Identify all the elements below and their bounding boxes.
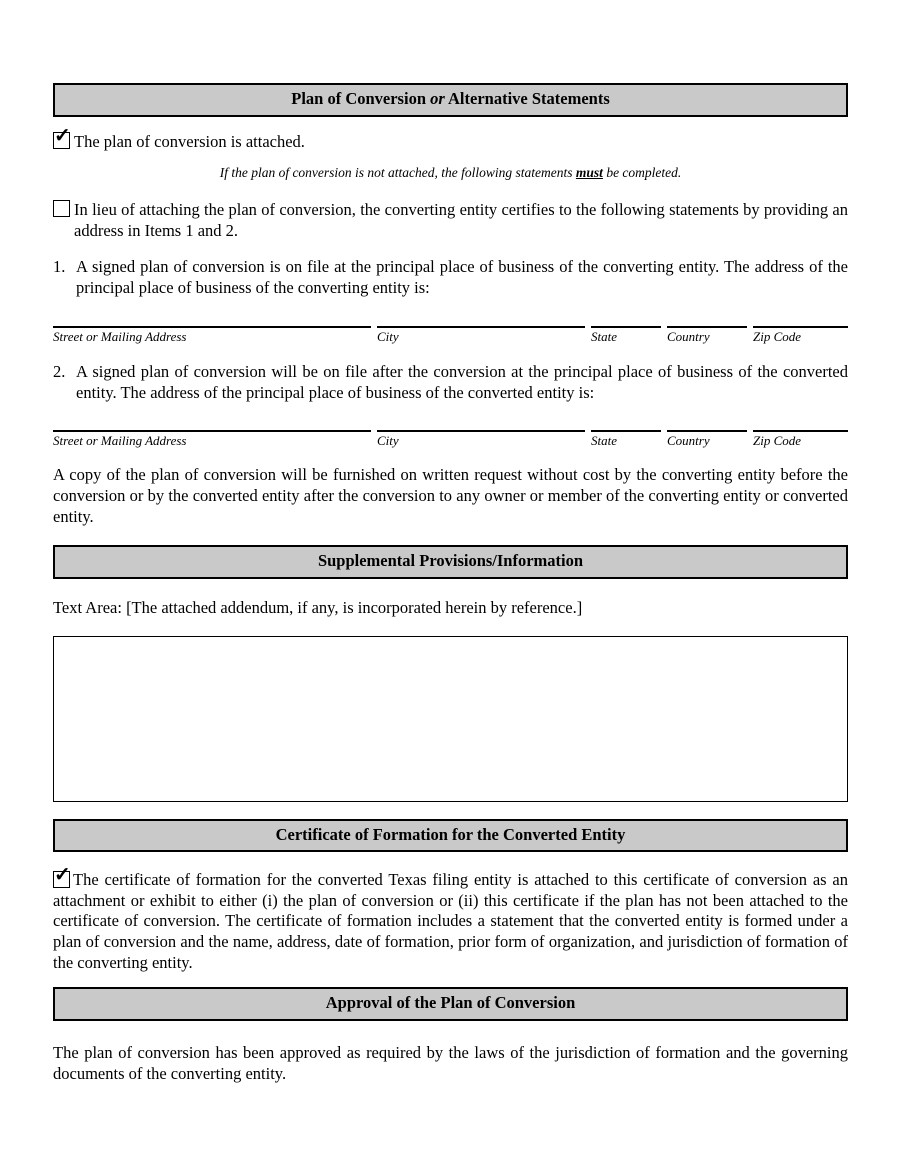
address2-city-input[interactable] — [377, 410, 585, 432]
item-2-number: 2. — [53, 361, 66, 381]
plan-attached-label: The plan of conversion is attached. — [74, 131, 305, 151]
formation-attached-paragraph — [53, 864, 848, 973]
address1-state-input[interactable] — [591, 306, 661, 328]
address-row-2 — [53, 410, 848, 449]
country-label: Country — [667, 328, 710, 344]
note-text-pre: If the plan of conversion is not attached, the following statements — [219, 165, 576, 181]
street-label: Street or Mailing Address — [53, 328, 187, 344]
street-label: Street or Mailing Address — [53, 433, 187, 449]
in-lieu-row — [53, 200, 848, 241]
address2-country-input[interactable] — [667, 410, 747, 432]
address2-state-input[interactable] — [591, 410, 661, 432]
address1-zip-field — [753, 306, 848, 345]
checkmark-icon: ✓ — [54, 124, 71, 147]
plan-attached-row — [53, 124, 848, 153]
address2-country-field — [667, 410, 747, 449]
supplemental-text-area[interactable] — [53, 636, 848, 802]
header-text-or: or — [430, 89, 445, 108]
item-1-text: A signed plan of conversion is on file at the principal place of business of the converting entity. The address of the principal place of business of the converting entity is: — [76, 257, 848, 297]
formation-attached-checkbox[interactable] — [53, 864, 71, 888]
in-lieu-label: In lieu of attaching the plan of conversion, the converting entity certifies to the following statements by providing an address in Items 1 and 2. — [74, 200, 848, 240]
section-header-approval: Approval of the Plan of Conversion — [53, 987, 848, 1021]
section-header-certificate-of-formation: Certificate of Formation for the Converted Entity — [53, 819, 848, 853]
address1-street-input[interactable] — [53, 306, 371, 328]
zip-label: Zip Code — [753, 328, 802, 344]
address1-zip-input[interactable] — [753, 306, 848, 328]
address2-zip-field — [753, 410, 848, 449]
address1-country-input[interactable] — [667, 306, 747, 328]
statement-item-2 — [53, 362, 848, 403]
header-text-post: Alternative Statements — [444, 89, 610, 108]
address2-state-field — [591, 410, 661, 449]
checkmark-icon: ✓ — [54, 864, 71, 887]
note-text-must: must — [575, 165, 603, 181]
statement-item-1 — [53, 257, 848, 298]
address2-street-input[interactable] — [53, 410, 371, 432]
instruction-note — [53, 165, 848, 182]
address1-state-field — [591, 306, 661, 345]
formation-attached-label: The certificate of formation for the converted Texas filing entity is attached to this certificate of conversion as an attachment or exhibit to either (i) the plan of conversion or (ii) this certificate if the plan has not been attached to the certificate of conversion. The certificate of formation includes a statement that the converted entity is formed under a plan of conversion and the name, address, date of formation, prior form of organization, and jurisdiction of formation of the converting entity. — [53, 870, 848, 972]
address1-street-field — [53, 306, 371, 345]
zip-label: Zip Code — [753, 433, 802, 449]
state-label: State — [591, 433, 617, 449]
section-header-plan-of-conversion — [53, 83, 848, 117]
address1-city-field — [377, 306, 585, 345]
address1-country-field — [667, 306, 747, 345]
address2-zip-input[interactable] — [753, 410, 848, 432]
address1-city-input[interactable] — [377, 306, 585, 328]
city-label: City — [377, 328, 399, 344]
copy-furnished-paragraph: A copy of the plan of conversion will be furnished on written request without cost by the converting entity before the conversion or by the converted entity after the conversion to any owner or member of the converting entity or converted entity. — [53, 465, 848, 526]
country-label: Country — [667, 433, 710, 449]
section-header-supplemental: Supplemental Provisions/Information — [53, 545, 848, 579]
state-label: State — [591, 328, 617, 344]
header-text-pre: Plan of Conversion — [291, 89, 431, 108]
approval-paragraph: The plan of conversion has been approved as required by the laws of the jurisdiction of formation and the governing documents of the converting entity. — [53, 1042, 848, 1083]
in-lieu-checkbox[interactable] — [53, 200, 70, 217]
address2-street-field — [53, 410, 371, 449]
item-2-text: A signed plan of conversion will be on file after the conversion at the principal place of business of the converted entity. The address of the principal place of business of the converted entity is: — [76, 361, 848, 402]
item-1-number: 1. — [53, 257, 66, 277]
text-area-label: Text Area: [The attached addendum, if any, is incorporated herein by reference.] — [53, 597, 583, 617]
address-row-1 — [53, 306, 848, 345]
plan-attached-checkbox[interactable] — [53, 124, 71, 149]
city-label: City — [377, 433, 399, 449]
address2-city-field — [377, 410, 585, 449]
note-text-post: be completed. — [602, 165, 682, 181]
